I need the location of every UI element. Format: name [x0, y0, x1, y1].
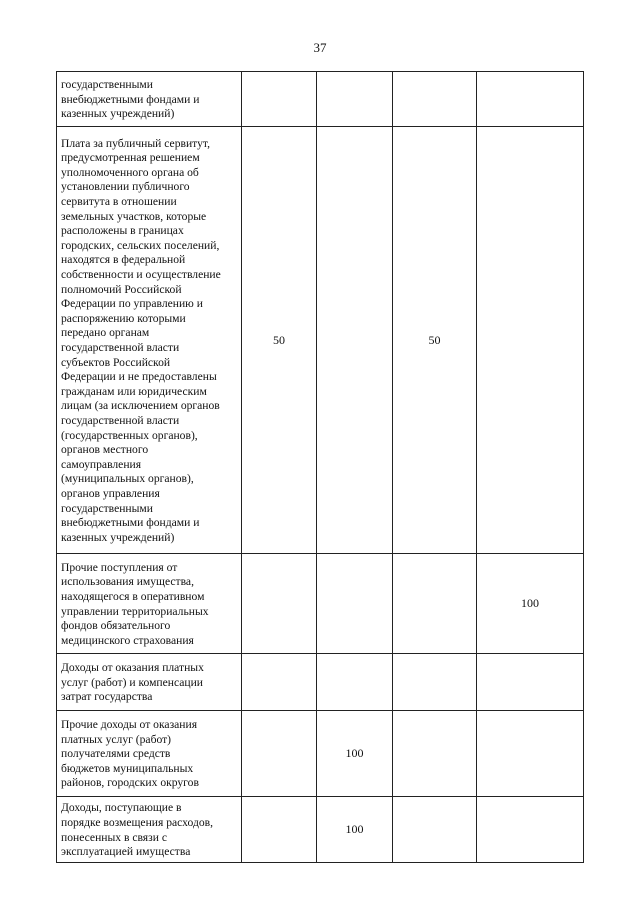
table-row: [57, 127, 584, 554]
value-cell-col-1: [242, 711, 317, 797]
description-line: медицинского страхования: [61, 633, 194, 647]
description-line: Федерации по управлению и: [61, 297, 203, 311]
value-cell-col-4: 100: [477, 554, 584, 654]
description-line: (муниципальных органов),: [61, 472, 194, 486]
description-line: органов управления: [61, 486, 160, 500]
description-line: самоуправления: [61, 457, 142, 471]
table-body: [57, 72, 584, 863]
row-description: [57, 127, 242, 554]
description-line: бюджетов муниципальных: [61, 761, 194, 775]
description-line: понесенных в связи с: [61, 830, 167, 844]
value-cell-col-4: [477, 127, 584, 554]
description-line: предусмотренная решением: [61, 151, 200, 165]
description-line: фондов обязательного: [61, 619, 171, 633]
description-line: земельных участков, которые: [61, 209, 207, 223]
description-line: (государственных органов),: [61, 428, 198, 442]
description-line: Федерации и не предоставлены: [61, 370, 217, 384]
description-line: находящегося в оперативном: [61, 589, 205, 603]
description-line: уполномоченного органа об: [61, 165, 199, 179]
description-line: государственными: [61, 501, 153, 515]
description-line: полномочий Российской: [61, 282, 182, 296]
description-line: гражданам или юридическим: [61, 384, 207, 398]
description-line: установлении публичного: [61, 180, 190, 194]
value-cell-col-3: [393, 797, 477, 863]
row-description: [57, 72, 242, 127]
description-line: порядке возмещения расходов,: [61, 815, 214, 829]
value-cell-col-3: [393, 654, 477, 711]
description-line: Плата за публичный сервитут,: [61, 136, 210, 150]
table-row: [57, 554, 584, 654]
description-line: казенных учреждений): [61, 530, 175, 544]
value-cell-col-4: [477, 797, 584, 863]
value-cell-col-1: [242, 654, 317, 711]
description-line: Прочие доходы от оказания: [61, 718, 198, 732]
table-row: [57, 711, 584, 797]
value-cell-col-4: [477, 72, 584, 127]
description-line: Прочие поступления от: [61, 560, 178, 574]
value-cell-col-3: [393, 72, 477, 127]
table-row: [57, 797, 584, 863]
description-line: городских, сельских поселений,: [61, 238, 220, 252]
description-line: управлении территориальных: [61, 604, 209, 618]
value-cell-col-1: [242, 797, 317, 863]
value-cell-col-3: [393, 554, 477, 654]
description-line: казенных учреждений): [61, 107, 175, 121]
description-line: собственности и осуществление: [61, 268, 221, 282]
description-line: затрат государства: [61, 690, 153, 704]
budget-table: [56, 71, 584, 863]
table-row: [57, 654, 584, 711]
description-line: услуг (работ) и компенсации: [61, 675, 204, 689]
description-line: государственной власти: [61, 413, 180, 427]
description-line: внебюджетными фондами и: [61, 516, 200, 530]
value-cell-col-2: 100: [317, 711, 393, 797]
row-description: [57, 711, 242, 797]
value-cell-col-2: [317, 72, 393, 127]
description-line: государственными: [61, 78, 153, 92]
value-cell-col-2: [317, 554, 393, 654]
description-line: сервитута в отношении: [61, 195, 177, 209]
value-cell-col-4: [477, 711, 584, 797]
page-number: 37: [313, 40, 327, 55]
table-row: [57, 72, 584, 127]
description-line: районов, городских округов: [61, 776, 199, 790]
description-line: передано органам: [61, 326, 150, 340]
description-line: государственной власти: [61, 341, 180, 354]
description-line: Доходы, поступающие в: [61, 801, 182, 815]
value-cell-col-2: 100: [317, 797, 393, 863]
value-cell-col-1: 50: [242, 127, 317, 554]
row-description: [57, 797, 242, 863]
description-line: Доходы от оказания платных: [61, 661, 204, 675]
description-line: находятся в федеральной: [61, 253, 186, 267]
row-description: [57, 654, 242, 711]
description-line: платных услуг (работ): [61, 732, 172, 746]
description-line: расположены в границах: [61, 224, 184, 238]
value-cell-col-1: [242, 72, 317, 127]
value-cell-col-3: [393, 711, 477, 797]
value-cell-col-3: 50: [393, 127, 477, 554]
description-line: получателями средств: [61, 747, 171, 761]
description-line: внебюджетными фондами и: [61, 92, 200, 106]
value-cell-col-4: [477, 654, 584, 711]
description-line: эксплуатацией имущества: [61, 845, 191, 859]
description-line: лицам (за исключением органов: [61, 399, 220, 413]
value-cell-col-2: [317, 127, 393, 554]
row-description: [57, 554, 242, 654]
description-line: использования имущества,: [61, 575, 194, 589]
description-line: субъектов Российской: [61, 355, 171, 369]
value-cell-col-1: [242, 554, 317, 654]
description-line: распоряжению которыми: [61, 311, 186, 325]
description-line: органов местного: [61, 443, 149, 457]
value-cell-col-2: [317, 654, 393, 711]
